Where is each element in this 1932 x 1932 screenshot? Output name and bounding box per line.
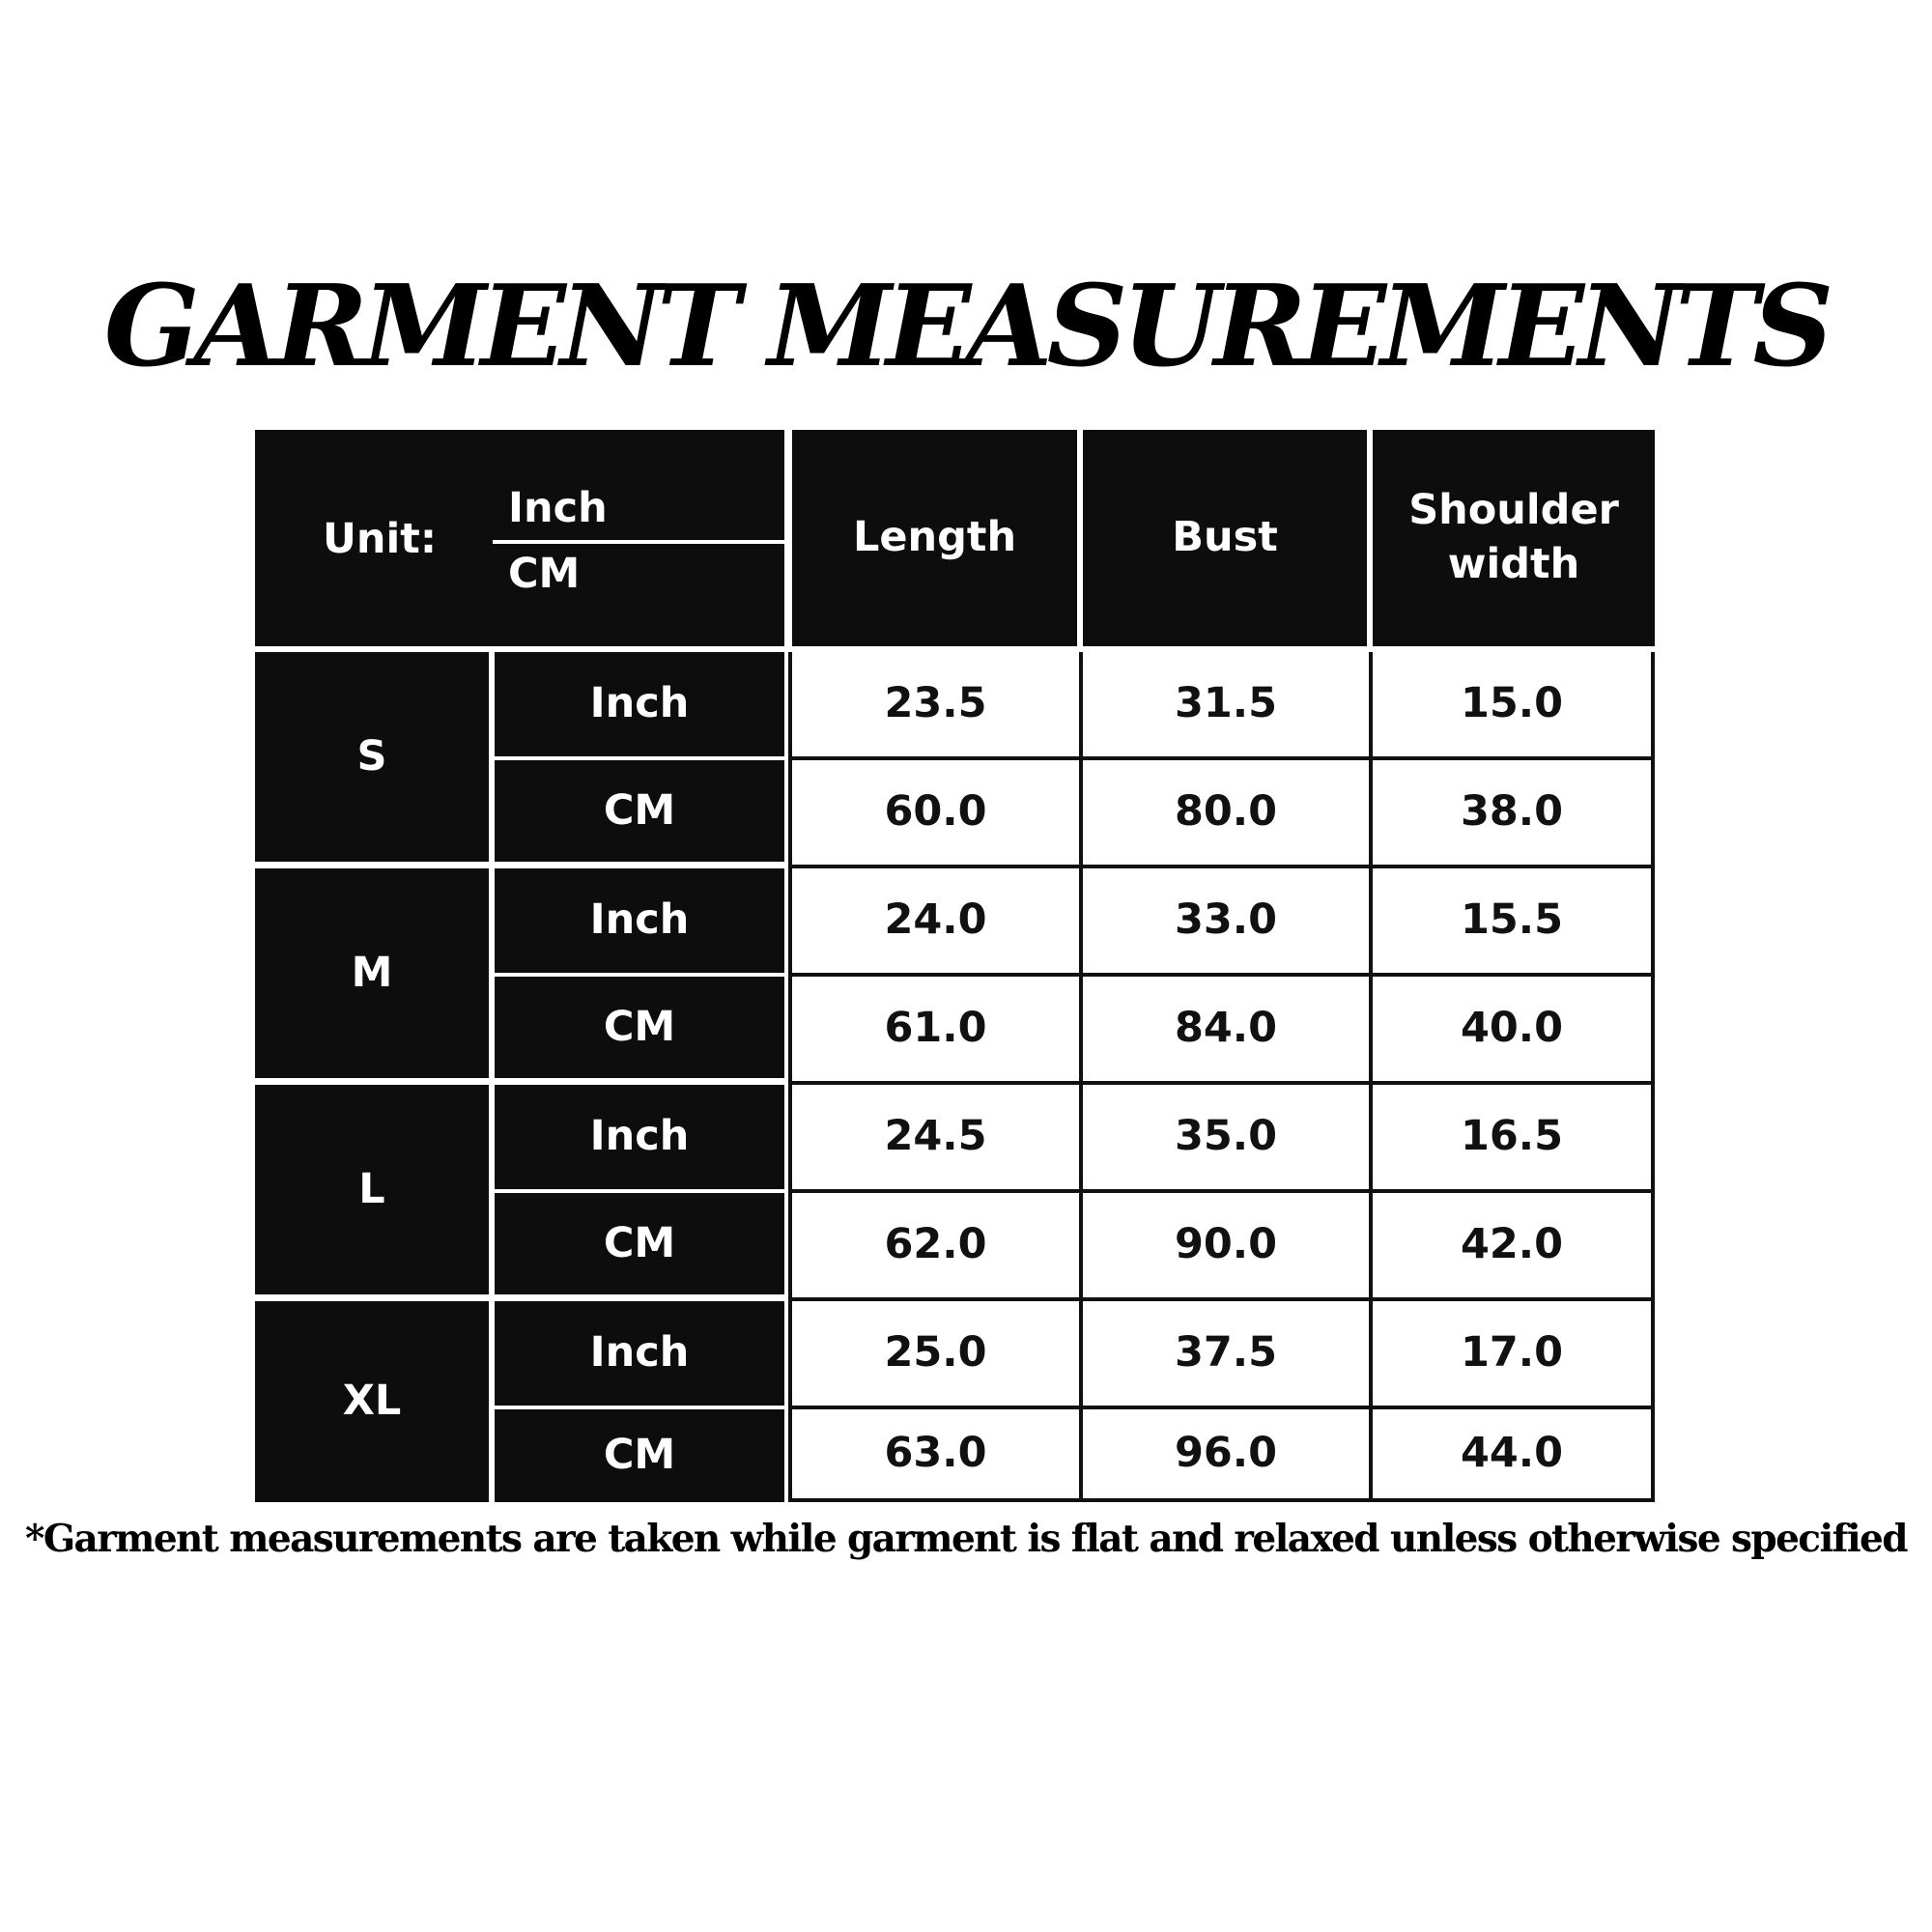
value-cell-bust: 90.0 — [1083, 1193, 1373, 1301]
value-cell-shoulder-width: 40.0 — [1373, 977, 1655, 1085]
value-cell-shoulder-width: 16.5 — [1373, 1085, 1655, 1193]
size-label-s: S — [255, 652, 489, 862]
value-cell-length: 62.0 — [792, 1193, 1083, 1301]
grid-left-border — [788, 652, 792, 1502]
unit-cell-inch: Inch — [495, 1301, 784, 1406]
unit-cm-label: CM — [508, 550, 581, 598]
value-cell-shoulder-width: 42.0 — [1373, 1193, 1655, 1301]
unit-inch-label: Inch — [508, 484, 608, 532]
unit-cell-inch: Inch — [495, 652, 784, 756]
size-chart-table — [255, 430, 1655, 1502]
column-header-shoulder-width: Shoulder width — [1373, 430, 1655, 646]
unit-cell-inch: Inch — [495, 1085, 784, 1189]
unit-cell-inch: Inch — [495, 868, 784, 973]
value-cell-length: 63.0 — [792, 1409, 1083, 1502]
column-header-bust: Bust — [1083, 430, 1367, 646]
footnote: *Garment measurements are taken while garment is flat and relaxed unless otherwise specified — [25, 1517, 1907, 1561]
unit-label: Unit: — [323, 515, 438, 563]
unit-cell-cm: CM — [495, 1409, 784, 1502]
unit-divider — [493, 540, 784, 544]
value-cell-bust: 84.0 — [1083, 977, 1373, 1085]
value-cell-bust: 31.5 — [1083, 652, 1373, 760]
unit-cell-cm: CM — [495, 1193, 784, 1294]
value-cell-length: 25.0 — [792, 1301, 1083, 1409]
value-cell-length: 61.0 — [792, 977, 1083, 1085]
value-cell-bust: 96.0 — [1083, 1409, 1373, 1502]
value-cell-length: 60.0 — [792, 760, 1083, 868]
unit-cell-cm: CM — [495, 760, 784, 862]
value-cell-shoulder-width: 17.0 — [1373, 1301, 1655, 1409]
value-cell-bust: 35.0 — [1083, 1085, 1373, 1193]
page-title: GARMENT MEASUREMENTS — [103, 261, 1829, 392]
size-label-xl: XL — [255, 1301, 489, 1502]
value-cell-length: 24.5 — [792, 1085, 1083, 1193]
value-cell-length: 23.5 — [792, 652, 1083, 760]
value-cell-shoulder-width: 44.0 — [1373, 1409, 1655, 1502]
value-cell-length: 24.0 — [792, 868, 1083, 977]
value-cell-bust: 33.0 — [1083, 868, 1373, 977]
size-label-m: M — [255, 868, 489, 1078]
unit-cell-cm: CM — [495, 977, 784, 1078]
value-cell-shoulder-width: 15.0 — [1373, 652, 1655, 760]
value-cell-bust: 37.5 — [1083, 1301, 1373, 1409]
size-label-l: L — [255, 1085, 489, 1294]
column-header-length: Length — [792, 430, 1077, 646]
value-cell-bust: 80.0 — [1083, 760, 1373, 868]
value-cell-shoulder-width: 15.5 — [1373, 868, 1655, 977]
value-cell-shoulder-width: 38.0 — [1373, 760, 1655, 868]
